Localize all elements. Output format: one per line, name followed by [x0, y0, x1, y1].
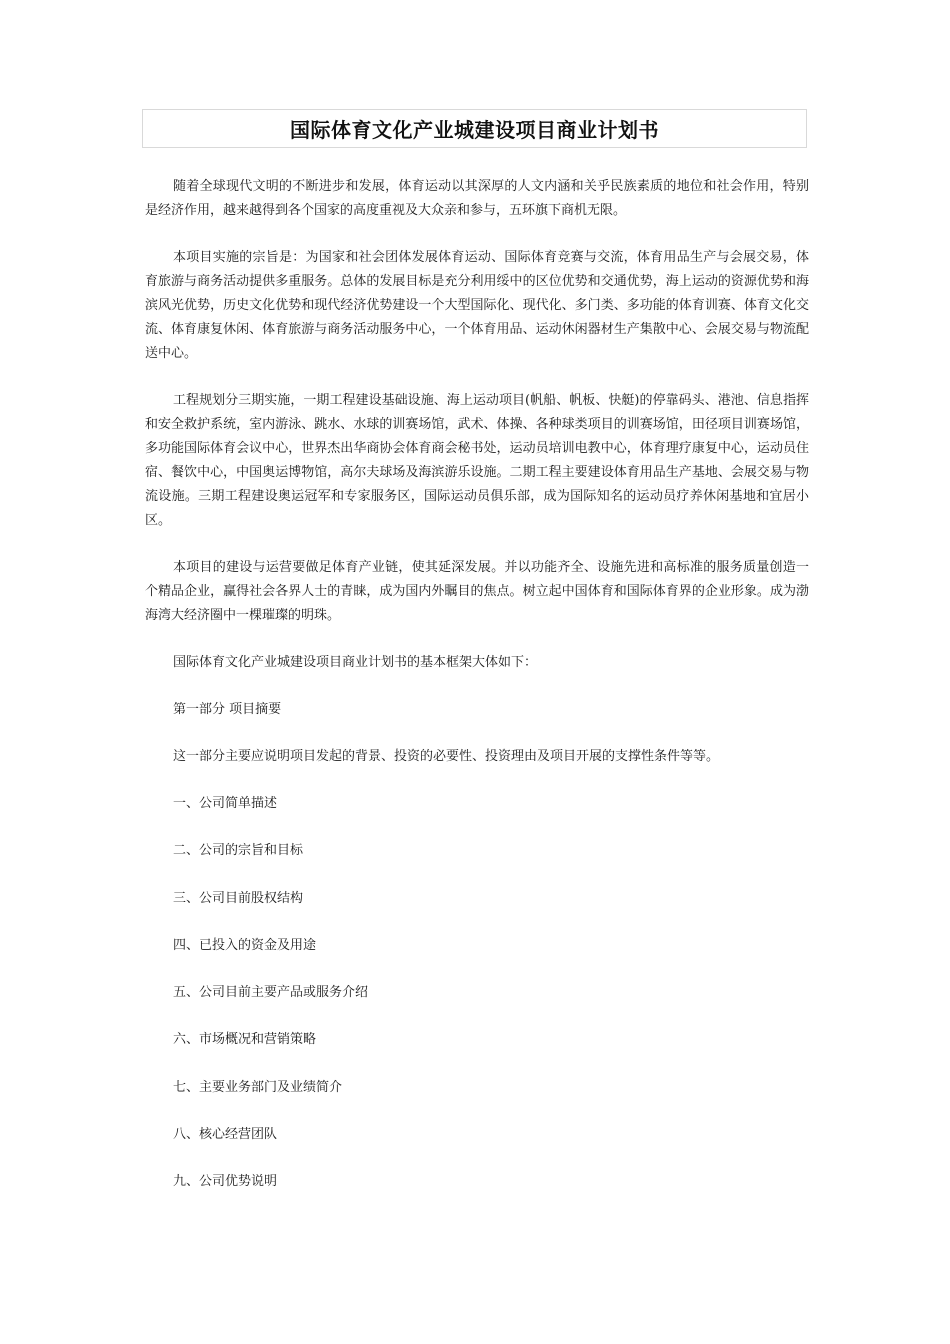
paragraph: 本项目的建设与运营要做足体育产业链，使其延深发展。并以功能齐全、设施先进和高标准的服务质量创造一个精品企业，赢得社会各界人士的青睐，成为国内外瞩目的焦点。树立起中国体育和国际体育界的企业形象。成为渤海湾大经济圈中一棵璀璨的明珠。: [145, 560, 809, 623]
paragraph: 本项目实施的宗旨是：为国家和社会团体发展体育运动、国际体育竞赛与交流，体育用品生产与会展交易，体育旅游与商务活动提供多重服务。总体的发展目标是充分利用绥中的区位优势和交通优势，海上运动的资源优势和海滨风光优势，历史文化优势和现代经济优势建设一个大型国际化、现代化、多门类、多功能的体育训赛、体育文化交流、体育康复休闲、体育旅游与商务活动服务中心，一个体育用品、运动休闲器材生产集散中心、会展交易与物流配送中心。: [145, 250, 809, 361]
toc-item: 八、核心经营团队: [173, 1127, 278, 1143]
toc-item: 六、市场概况和营销策略: [173, 1032, 317, 1048]
framework-intro: 国际体育文化产业城建设项目商业计划书的基本框架大体如下：: [173, 655, 538, 670]
toc-item: 一、公司简单描述: [173, 796, 278, 811]
document-body: [145, 175, 809, 1218]
toc-item: 三、公司目前股权结构: [173, 890, 304, 906]
part-description: 这一部分主要应说明项目发起的背景、投资的必要性、投资理由及项目开展的支撑性条件等等。: [173, 749, 720, 764]
document-title: 国际体育文化产业城建设项目商业计划书: [290, 118, 659, 142]
toc-item: 五、公司目前主要产品或服务介绍: [173, 985, 369, 1001]
part-heading: 第一部分 项目摘要: [173, 702, 282, 717]
toc-item: 九、公司优势说明: [173, 1174, 278, 1190]
toc-item: 二、公司的宗旨和目标: [173, 843, 304, 859]
paragraph: 工程规划分三期实施，一期工程建设基础设施、海上运动项目(帆船、帆板、快艇)的停靠码头、港池、信息指挥和安全救护系统，室内游泳、跳水、水球的训赛场馆，武术、体操、各种球类项目的训赛场馆，田径项目训赛场馆，多功能国际体育会议中心，世界杰出华商协会体育商会秘书处，运动员培训电教中心，体育理疗康复中心，运动员住宿、餐饮中心，中国奥运博物馆，高尔夫球场及海滨游乐设施。二期工程主要建设体育用品生产基地、会展交易与物流设施。三期工程建设奥运冠军和专家服务区，国际运动员俱乐部，成为国际知名的运动员疗养休闲基地和宜居小区。: [145, 393, 809, 528]
toc-item: 七、主要业务部门及业绩简介: [173, 1079, 343, 1095]
title-box: [142, 109, 807, 148]
toc-item: 四、已投入的资金及用途: [173, 937, 317, 953]
paragraph: 随着全球现代文明的不断进步和发展，体育运动以其深厚的人文内涵和关乎民族素质的地位和社会作用，特别是经济作用，越来越得到各个国家的高度重视及大众亲和参与，五环旗下商机无限。: [145, 179, 809, 218]
